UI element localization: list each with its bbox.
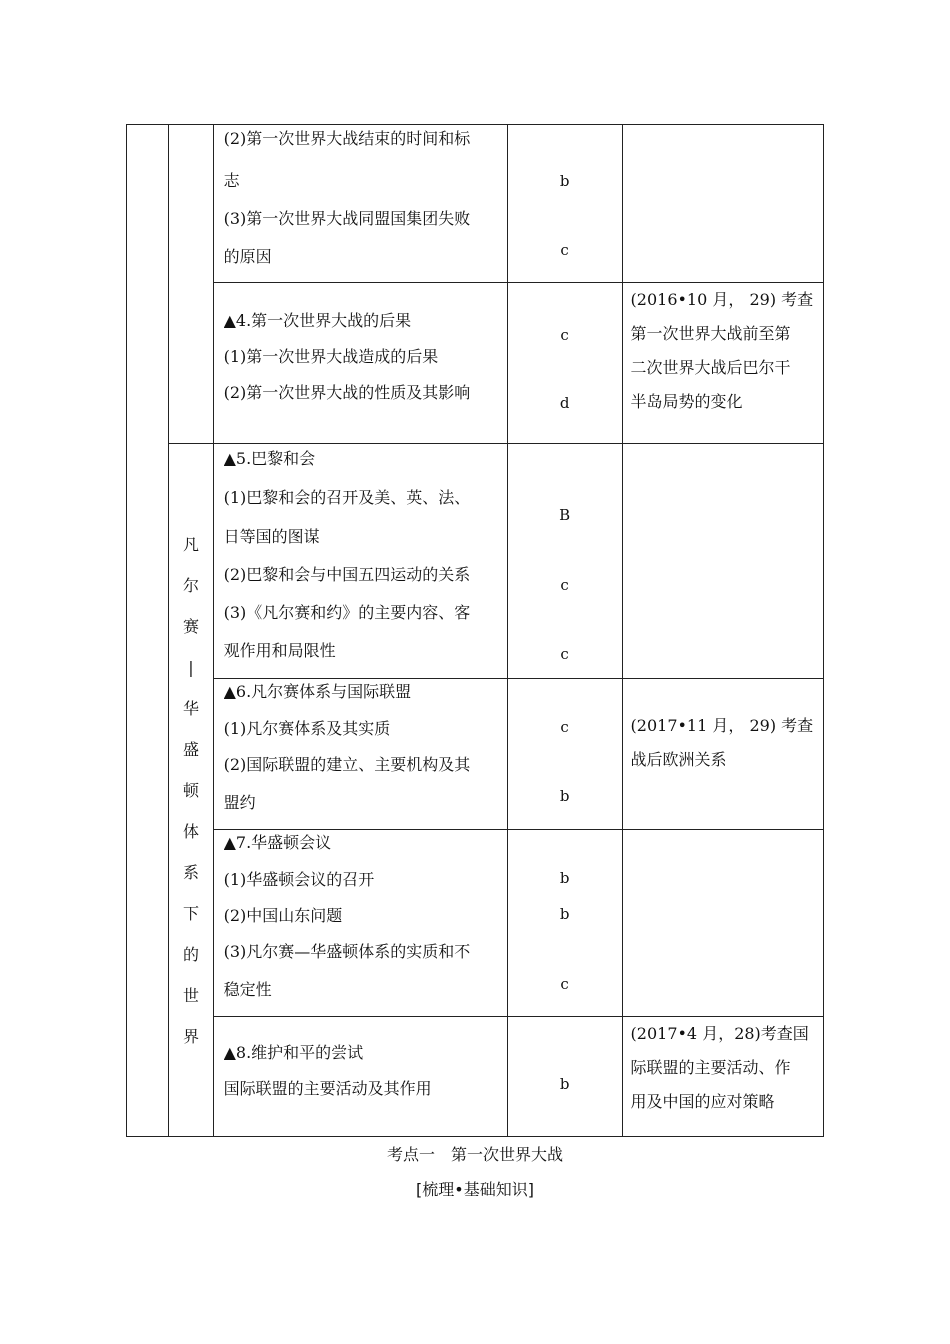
content-line: ▲6.凡尔赛体系与国际联盟 bbox=[223, 682, 412, 701]
outer-blank-cell bbox=[127, 125, 169, 1137]
content-line: 盟约 bbox=[223, 793, 256, 812]
note-line: 际联盟的主要活动、作 bbox=[630, 1058, 791, 1077]
section-label-char: 赛 bbox=[182, 616, 199, 636]
table-row bbox=[127, 125, 824, 283]
section-label-char: 系 bbox=[182, 862, 199, 882]
level-cell bbox=[507, 444, 622, 679]
level-value: b bbox=[559, 1075, 570, 1093]
level-value: b bbox=[559, 172, 570, 190]
content-line: 观作用和局限性 bbox=[223, 641, 336, 660]
table-row bbox=[127, 283, 824, 444]
table-row bbox=[127, 1017, 824, 1137]
content-line: (3)《凡尔赛和约》的主要内容、客 bbox=[223, 603, 471, 622]
level-value: B bbox=[559, 506, 571, 524]
level-value: b bbox=[559, 905, 570, 923]
content-line: (2)巴黎和会与中国五四运动的关系 bbox=[223, 565, 471, 584]
content-cell bbox=[213, 125, 507, 283]
note-cell bbox=[622, 283, 823, 444]
section-label-char: 的 bbox=[182, 944, 199, 964]
section-label-char: 华 bbox=[182, 698, 199, 718]
level-value: c bbox=[560, 241, 569, 259]
note-cell bbox=[622, 444, 823, 679]
level-value: c bbox=[560, 718, 569, 736]
section-label-cell bbox=[169, 444, 213, 1137]
level-cell bbox=[507, 125, 622, 283]
content-cell bbox=[213, 1017, 507, 1137]
content-line: (1)华盛顿会议的召开 bbox=[223, 870, 375, 889]
content-line: ▲5.巴黎和会 bbox=[223, 449, 316, 468]
content-line: ▲8.维护和平的尝试 bbox=[223, 1043, 364, 1062]
level-cell bbox=[507, 1017, 622, 1137]
level-value: b bbox=[559, 787, 570, 805]
content-line: ▲4.第一次世界大战的后果 bbox=[223, 311, 412, 330]
section-label-char: 顿 bbox=[182, 780, 199, 800]
content-cell bbox=[213, 283, 507, 444]
level-cell bbox=[507, 830, 622, 1017]
table-row bbox=[127, 830, 824, 1017]
section-label-char: 尔 bbox=[182, 575, 199, 595]
content-cell bbox=[213, 679, 507, 830]
note-cell bbox=[622, 1017, 823, 1137]
note-cell bbox=[622, 125, 823, 283]
content-cell bbox=[213, 444, 507, 679]
section-label-char: 体 bbox=[182, 821, 199, 841]
section-label-char: 盛 bbox=[182, 739, 199, 759]
content-line: (3)第一次世界大战同盟国集团失败 bbox=[223, 209, 471, 228]
content-line: 国际联盟的主要活动及其作用 bbox=[223, 1079, 432, 1098]
table-row bbox=[127, 444, 824, 679]
section-heading: 考点一 第一次世界大战 bbox=[386, 1145, 563, 1164]
level-value: d bbox=[559, 394, 570, 412]
section-label-char: 凡 bbox=[182, 534, 199, 554]
content-line: (1)第一次世界大战造成的后果 bbox=[223, 347, 439, 366]
content-line: ▲7.华盛顿会议 bbox=[223, 833, 332, 852]
level-value: c bbox=[560, 576, 569, 594]
content-line: (2)第一次世界大战的性质及其影响 bbox=[223, 383, 471, 402]
content-cell bbox=[213, 830, 507, 1017]
level-value: c bbox=[560, 326, 569, 344]
content-line: 稳定性 bbox=[223, 980, 272, 999]
content-line: 志 bbox=[223, 171, 240, 190]
level-cell bbox=[507, 283, 622, 444]
table-row bbox=[127, 679, 824, 830]
content-line: (2)国际联盟的建立、主要机构及其 bbox=[223, 755, 471, 774]
note-line: 二次世界大战后巴尔干 bbox=[630, 358, 791, 377]
content-line: (1)凡尔赛体系及其实质 bbox=[223, 719, 391, 738]
content-line: (2)中国山东问题 bbox=[223, 906, 343, 925]
note-line: (2017•11 月， 29) 考查 bbox=[630, 716, 814, 735]
section-label-char: 界 bbox=[182, 1026, 199, 1046]
section-label-char: 下 bbox=[182, 903, 199, 923]
content-line: (2)第一次世界大战结束的时间和标 bbox=[223, 129, 471, 148]
note-line: (2017•4 月，28)考查国 bbox=[630, 1024, 809, 1043]
level-value: c bbox=[560, 975, 569, 993]
section-subheading: [梳理•基础知识] bbox=[416, 1180, 534, 1199]
content-line: 的原因 bbox=[223, 247, 272, 266]
content-line: (3)凡尔赛—华盛顿体系的实质和不 bbox=[223, 942, 471, 961]
note-cell bbox=[622, 679, 823, 830]
note-line: (2016•10 月， 29) 考查 bbox=[630, 290, 814, 309]
content-line: 日等国的图谋 bbox=[223, 527, 320, 546]
level-value: c bbox=[560, 645, 569, 663]
note-line: 战后欧洲关系 bbox=[630, 750, 727, 769]
note-line: 第一次世界大战前至第 bbox=[630, 324, 791, 343]
content-line: (1)巴黎和会的召开及美、英、法、 bbox=[223, 488, 471, 507]
section-label-char: 世 bbox=[182, 985, 199, 1005]
level-cell bbox=[507, 679, 622, 830]
section-blank-cell bbox=[169, 125, 213, 444]
note-line: 半岛局势的变化 bbox=[630, 392, 743, 411]
syllabus-table bbox=[126, 124, 824, 1137]
section-label-char: | bbox=[188, 657, 194, 677]
note-cell bbox=[622, 830, 823, 1017]
level-value: b bbox=[559, 869, 570, 887]
note-line: 用及中国的应对策略 bbox=[630, 1092, 775, 1111]
